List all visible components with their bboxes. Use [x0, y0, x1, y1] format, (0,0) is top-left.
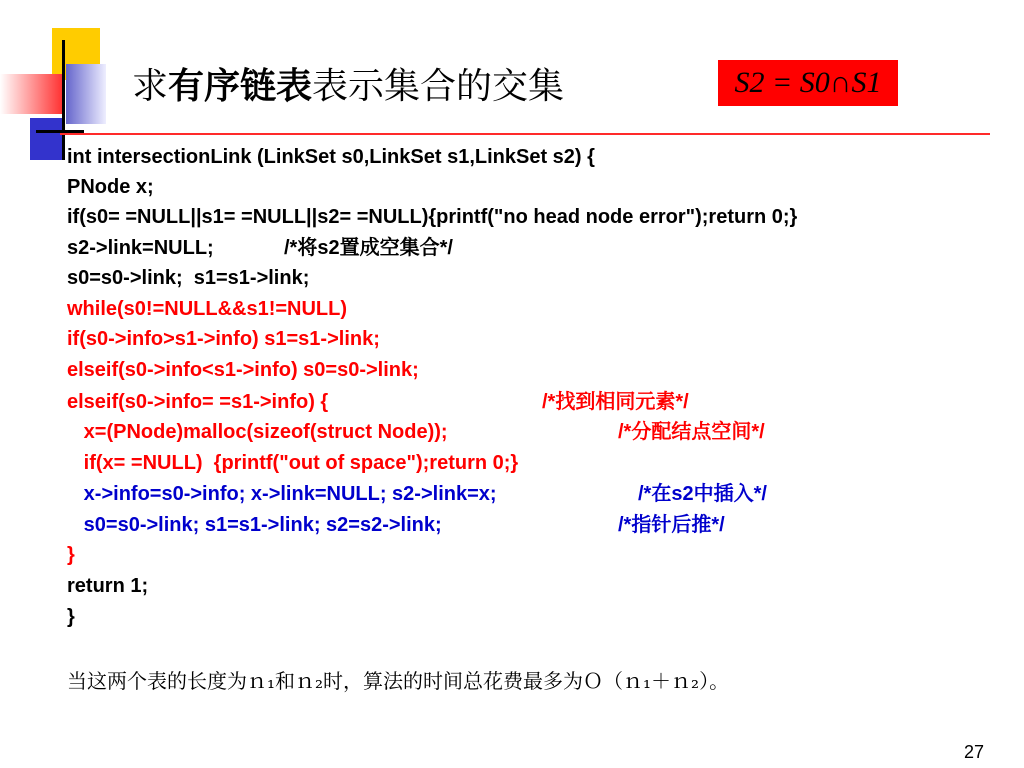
code-line-16: } — [67, 606, 75, 628]
code-line-4: s2->link=NULL; — [67, 237, 214, 259]
slide-title — [132, 58, 564, 109]
code-line-11: if(x= =NULL) {printf("out of space");return 0;} — [67, 452, 519, 474]
code-line-13: s0=s0->link; s1=s1->link; s2=s2->link; — [67, 514, 442, 536]
code-line-8: elseif(s0->info<s1->info) s0=s0->link; — [67, 359, 419, 381]
decor-vertical-line — [62, 40, 65, 160]
code-line-15: return 1; — [67, 575, 149, 597]
title-part-1: 求 — [132, 66, 169, 107]
code-line-2: PNode x; — [67, 176, 154, 198]
formula-box: S2 = S0∩S1 — [718, 60, 898, 106]
code-comment-12: /*在s2中插入*/ — [638, 483, 767, 505]
code-line-3: if(s0= =NULL||s1= =NULL||s2= =NULL){printf("no head node error");return 0;} — [67, 206, 798, 228]
code-line-12: x->info=s0->info; x->link=NULL; s2->link=x; — [67, 483, 497, 505]
title-part-3: 表示集合的交集 — [312, 66, 565, 107]
code-comment-10: /*分配结点空间*/ — [618, 421, 765, 443]
code-line-1: int intersectionLink (LinkSet s0,LinkSet s1,LinkSet s2) { — [67, 146, 595, 168]
code-comment-4: /*将s2置成空集合*/ — [284, 237, 453, 259]
complexity-note: 当这两个表的长度为ｎ₁和ｎ₂时，算法的时间总花费最多为Ｏ（ｎ₁＋ｎ₂）。 — [67, 669, 730, 693]
title-divider — [60, 133, 990, 135]
code-line-9: elseif(s0->info= =s1->info) { — [67, 391, 329, 413]
code-comment-13: /*指针后推*/ — [618, 514, 725, 536]
code-comment-9: /*找到相同元素*/ — [542, 391, 689, 413]
title-part-2: 有序链表 — [168, 65, 313, 107]
decor-lavender-square — [66, 64, 106, 124]
code-line-10: x=(PNode)malloc(sizeof(struct Node)); — [67, 421, 448, 443]
decor-blue-square — [30, 118, 64, 160]
code-line-7: if(s0->info>s1->info) s1=s1->link; — [67, 328, 380, 350]
decor-red-gradient — [0, 74, 62, 114]
code-line-6: while(s0!=NULL&&s1!=NULL) — [67, 298, 348, 320]
page-number: 27 — [963, 742, 984, 762]
code-line-14: } — [67, 544, 75, 566]
code-line-5: s0=s0->link; s1=s1->link; — [67, 267, 310, 289]
